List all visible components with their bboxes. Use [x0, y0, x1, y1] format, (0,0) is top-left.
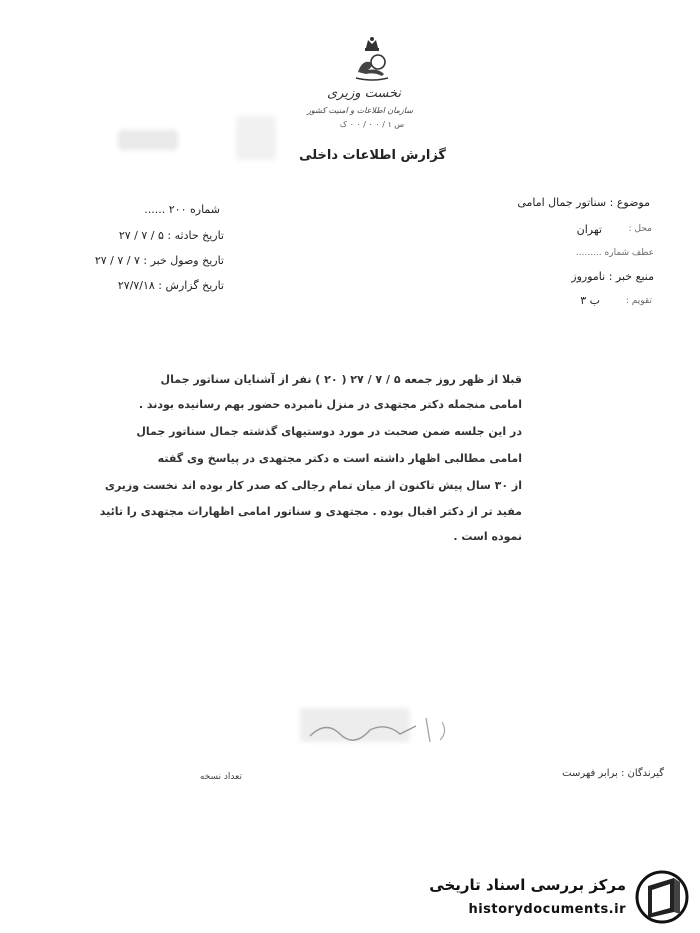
body-line: در این جلسه ضمن صحبت در مورد دوستیهای گذشته جمال سناتور جمال [136, 425, 522, 438]
faded-stamp-right [236, 116, 276, 160]
body-line: مفید تر از دکتر اقبال بوده . مجتهدی و سناتور امامی اظهارات مجتهدی را تائید [99, 505, 522, 518]
watermark-url: historydocuments.ir [468, 902, 626, 917]
subject-line: موضوع : سناتور جمال امامی [517, 196, 650, 209]
org-name-line2: سازمان اطلاعات و امنیت کشور [307, 106, 413, 115]
received-date: تاریخ وصول خبر : ۷ / ۷ / ۲۷ [94, 254, 224, 267]
faded-stamp-left [118, 130, 178, 150]
signature-icon [306, 712, 456, 746]
source-line: منبع خبر : ناموروز [571, 270, 654, 283]
place-label: محل : [628, 224, 652, 234]
state-emblem-icon [352, 36, 392, 82]
report-date: تاریخ گزارش : ۲۷/۷/۱۸ [117, 279, 224, 292]
event-date: تاریخ حادثه : ۵ / ۷ / ۲۷ [118, 229, 224, 242]
body-line: از ۳۰ سال پیش تاکنون از میان تمام رجالی که صدر کار بوده اند نخست وزیری [104, 479, 522, 492]
place-value: تهران [576, 223, 602, 236]
recipients-line: گیرندگان : برابر فهرست [562, 768, 664, 779]
document-number: شماره ۲۰۰ ...... [144, 203, 220, 216]
reference-number: عطف شماره ......... [575, 248, 654, 258]
org-code-line: س ۱ / ۰ ۰ / ۰ ۰ ک [339, 120, 405, 129]
body-line: قبلا از ظهر روز جمعه ۵ / ۷ / ۲۷ ( ۲۰ ) نفر از آشنایان سناتور جمال [160, 373, 522, 386]
body-line: نموده است . [453, 530, 522, 543]
copies-count-label: تعداد نسخه [199, 772, 242, 782]
report-title: گزارش اطلاعات داخلی [299, 148, 446, 163]
body-line: امامی منجمله دکتر مجتهدی در منزل نامبرده حضور بهم رسانیده بودند . [138, 398, 522, 411]
body-line: امامی مطالبی اظهار داشته است ه دکتر مجتهدی در پیاسخ وی گفته [157, 452, 522, 465]
evaluation-value: ب ۳ [580, 294, 600, 307]
archive-logo-icon [634, 868, 690, 926]
evaluation-label: تقویم : [625, 296, 652, 306]
watermark-title: مرکز بررسی اسناد تاریخی [429, 876, 626, 894]
org-name-line1: نخست وزیری [326, 86, 402, 101]
